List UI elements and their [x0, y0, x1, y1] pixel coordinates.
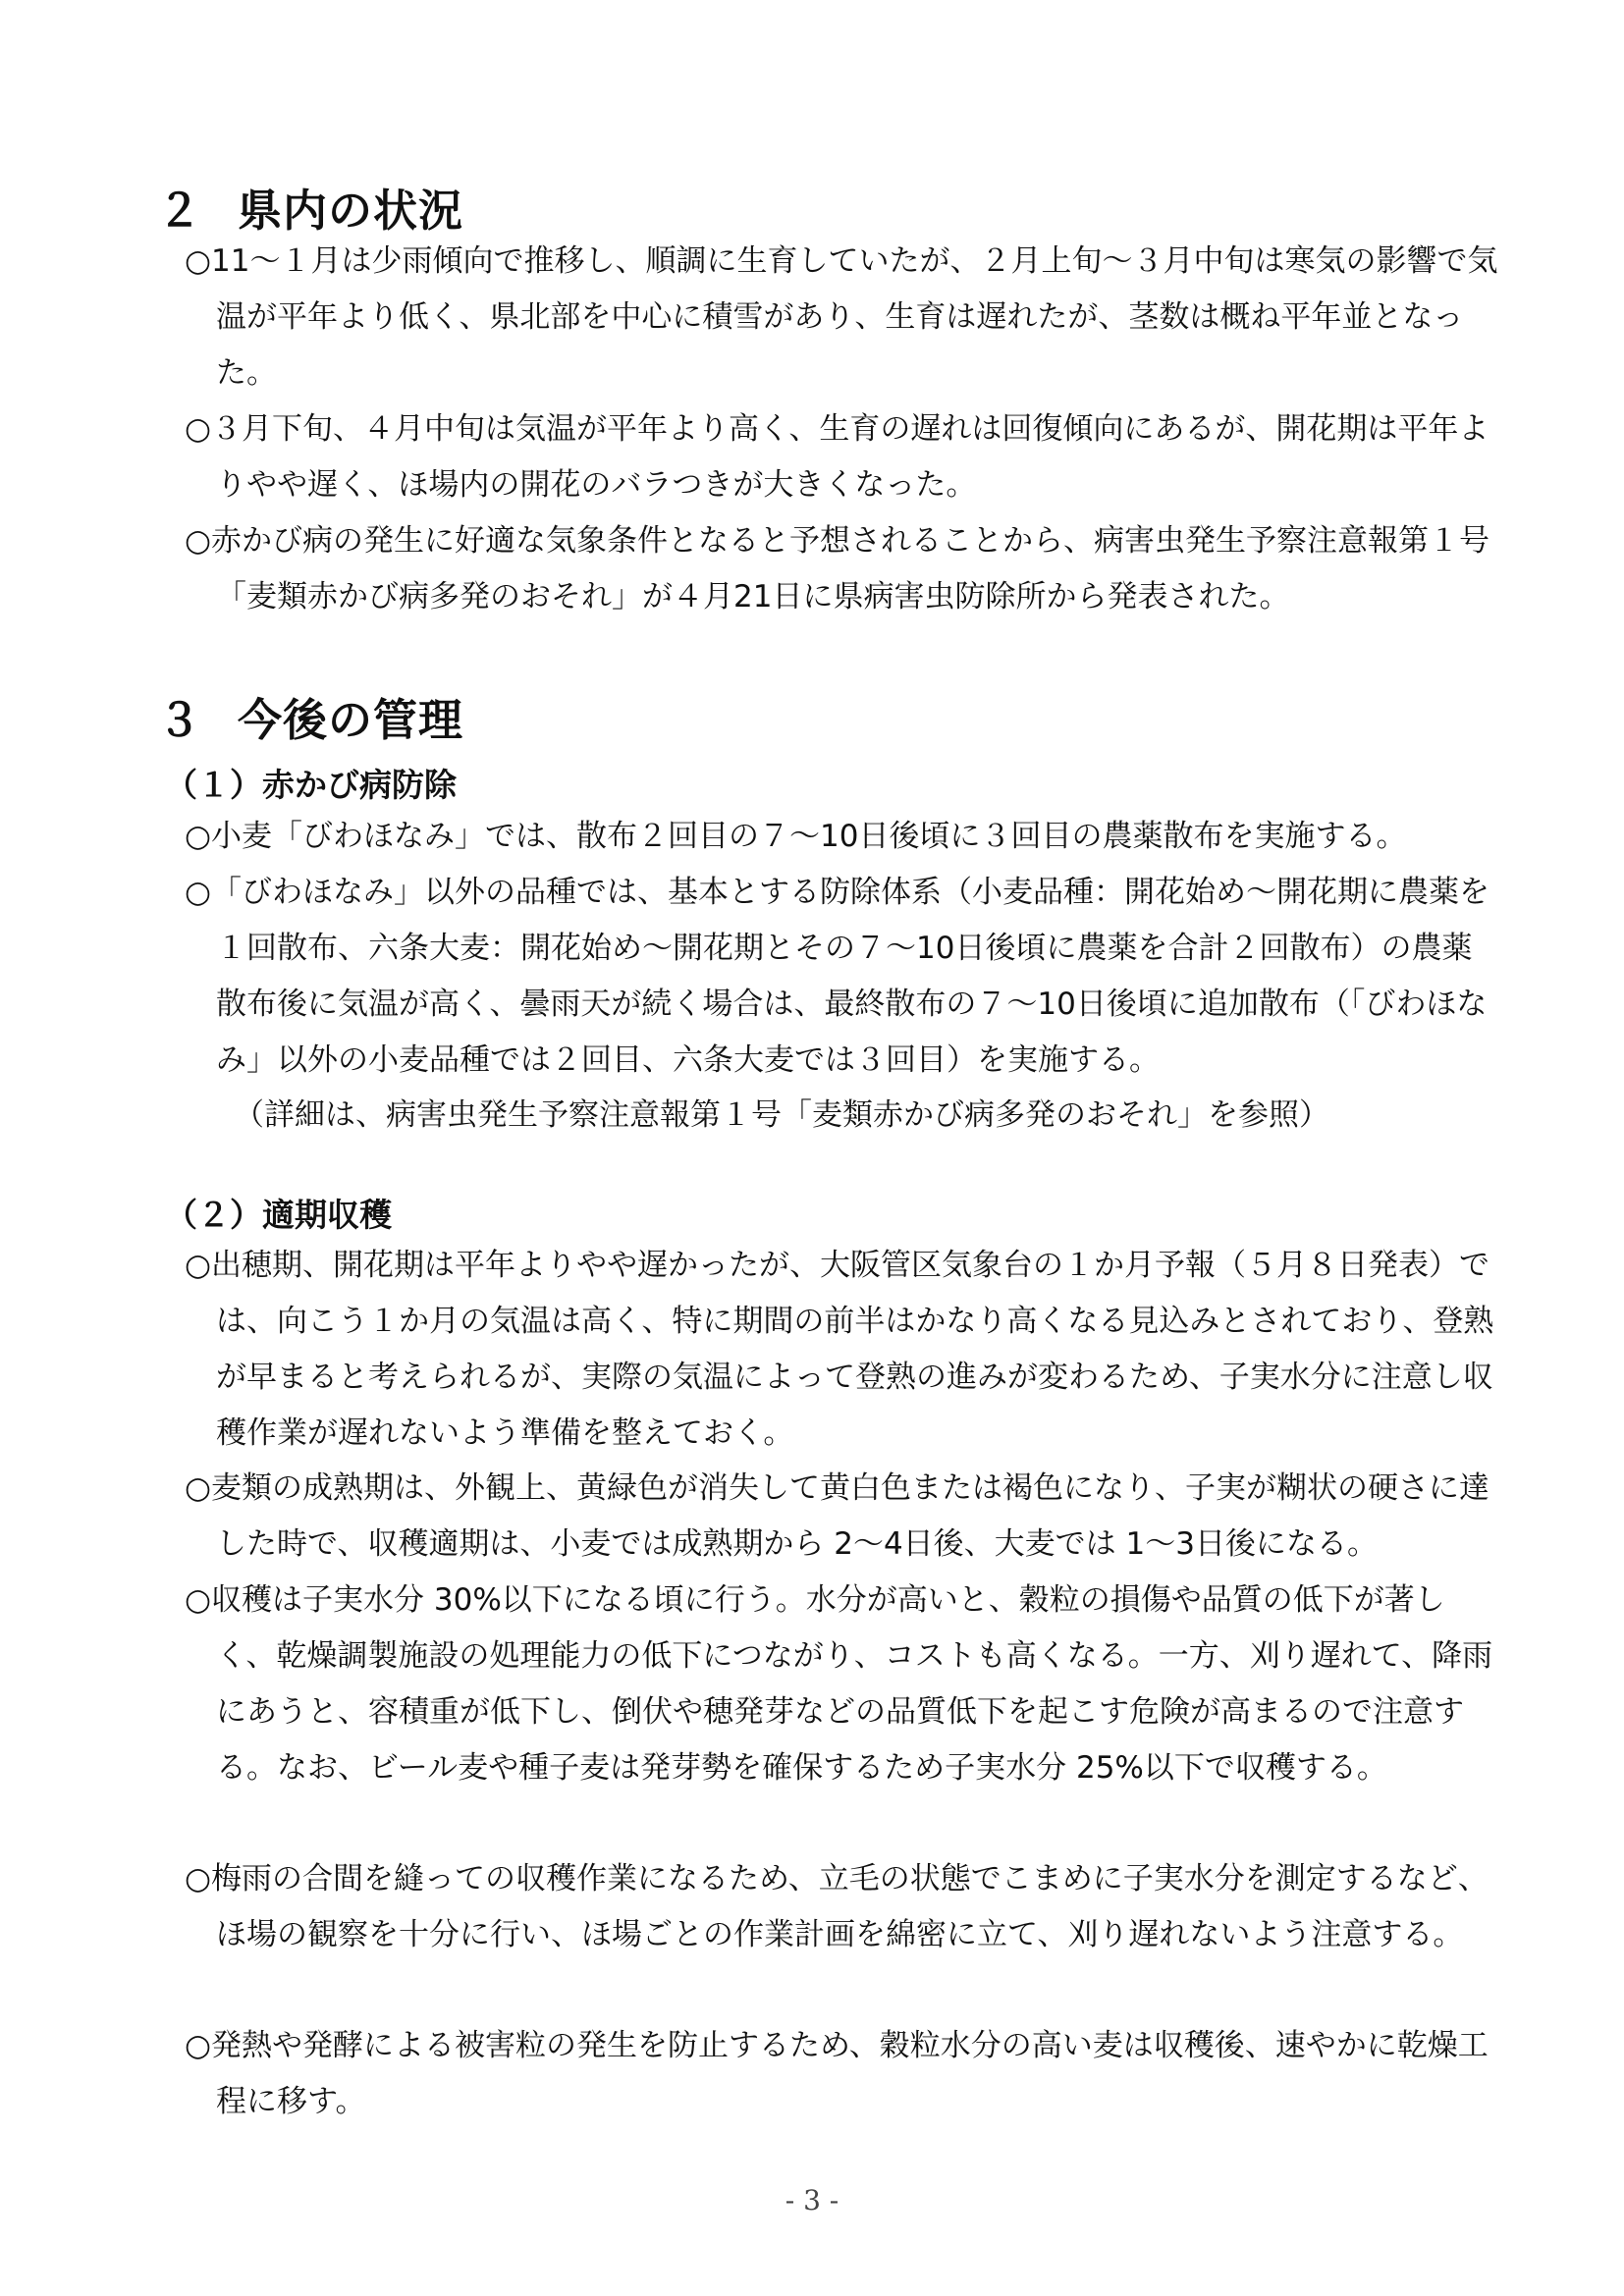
subsection-2-heading: （２）適期収穫 [165, 1196, 392, 1234]
section-2-para-3: ○赤かび病の発生に好適な気象条件となると予想されることから、病害虫発生予察注意報第１号「麦類赤かび病多発のおそれ」が４月21日に県病害虫防除所から発表された。 [185, 523, 1490, 614]
page-number: - 3 - [785, 2184, 839, 2216]
section-3-number: ３ [157, 694, 203, 746]
section-2-title: 県内の状況 [238, 185, 464, 237]
subsection-1-heading: （１）赤かび病防除 [165, 766, 457, 804]
subsection-2-para-2: ○麦類の成熟期は、外観上、黄緑色が消失して黄白色または褐色になり、子実が糊状の硬さに達した時で、収穫適期は、小麦では成熟期から 2～4日後、大麦では 1～3日後になる。 [185, 1470, 1490, 1562]
section-2-para-1: ○11～１月は少雨傾向で推移し、順調に生育していたが、２月上旬～３月中旬は寒気の影響で気温が平年より低く、県北部を中心に積雪があり、生育は遅れたが、茎数は概ね平年並となった。 [185, 243, 1498, 391]
section-3-title: 今後の管理 [238, 694, 464, 746]
subsection-1-note: （詳細は、病害虫発生予察注意報第１号「麦類赤かび病多発のおそれ」を参照） [234, 1097, 1329, 1133]
section-3-heading [157, 684, 463, 748]
subsection-2-para-1: ○出穂期、開花期は平年よりやや遅かったが、大阪管区気象台の１か月予報（５月８日発表）では、向こう１か月の気温は高く、特に期間の前半はかなり高くなる見込みとされており、登熟が早まると考えられるが、実際の気温によって登熟の進みが変わるため、子実水分に注意し収穫作業が遅れないよう準備を整えておく。 [185, 1248, 1494, 1451]
subsection-1-para-2: ○「びわほなみ」以外の品種では、基本とする防除体系（小麦品種：開花始め～開花期に農薬を１回散布、六条大麦：開花始め～開花期とその７～10日後頃に農薬を合計２回散布）の農薬散布後に気温が高く、曇雨天が続く場合は、最終散布の７～10日後頃に追加散布（「びわほなみ」以外の小麦品種では２回目、六条大麦では３回目）を実施する。 [185, 875, 1490, 1078]
subsection-2-para-3: ○収穫は子実水分 30%以下になる頃に行う。水分が高いと、穀粒の損傷や品質の低下が著しく、乾燥調製施設の処理能力の低下につながり、コストも高くなる。一方、刈り遅れて、降雨にあうと、容積重が低下し、倒伏や穂発芽などの品質低下を起こす危険が高まるので注意する。なお、ビール麦や種子麦は発芽勢を確保するため子実水分 25%以下で収穫する。 [185, 1582, 1493, 1786]
section-2-number: ２ [157, 185, 203, 237]
subsection-1-para-1: ○小麦「びわほなみ」では、散布２回目の７～10日後頃に３回目の農薬散布を実施する。 [185, 819, 1407, 854]
subsection-2-para-5: ○発熱や発酵による被害粒の発生を防止するため、穀粒水分の高い麦は収穫後、速やかに乾燥工程に移す。 [185, 2028, 1489, 2119]
section-2-para-2: ○３月下旬、４月中旬は気温が平年より高く、生育の遅れは回復傾向にあるが、開花期は平年よりやや遅く、ほ場内の開花のバラつきが大きくなった。 [185, 411, 1489, 503]
subsection-2-para-4: ○梅雨の合間を縫っての収穫作業になるため、立毛の状態でこまめに子実水分を測定するなど、ほ場の観察を十分に行い、ほ場ごとの作業計画を綿密に立て、刈り遅れないよう注意する。 [185, 1861, 1489, 1952]
section-2-heading [157, 175, 463, 239]
